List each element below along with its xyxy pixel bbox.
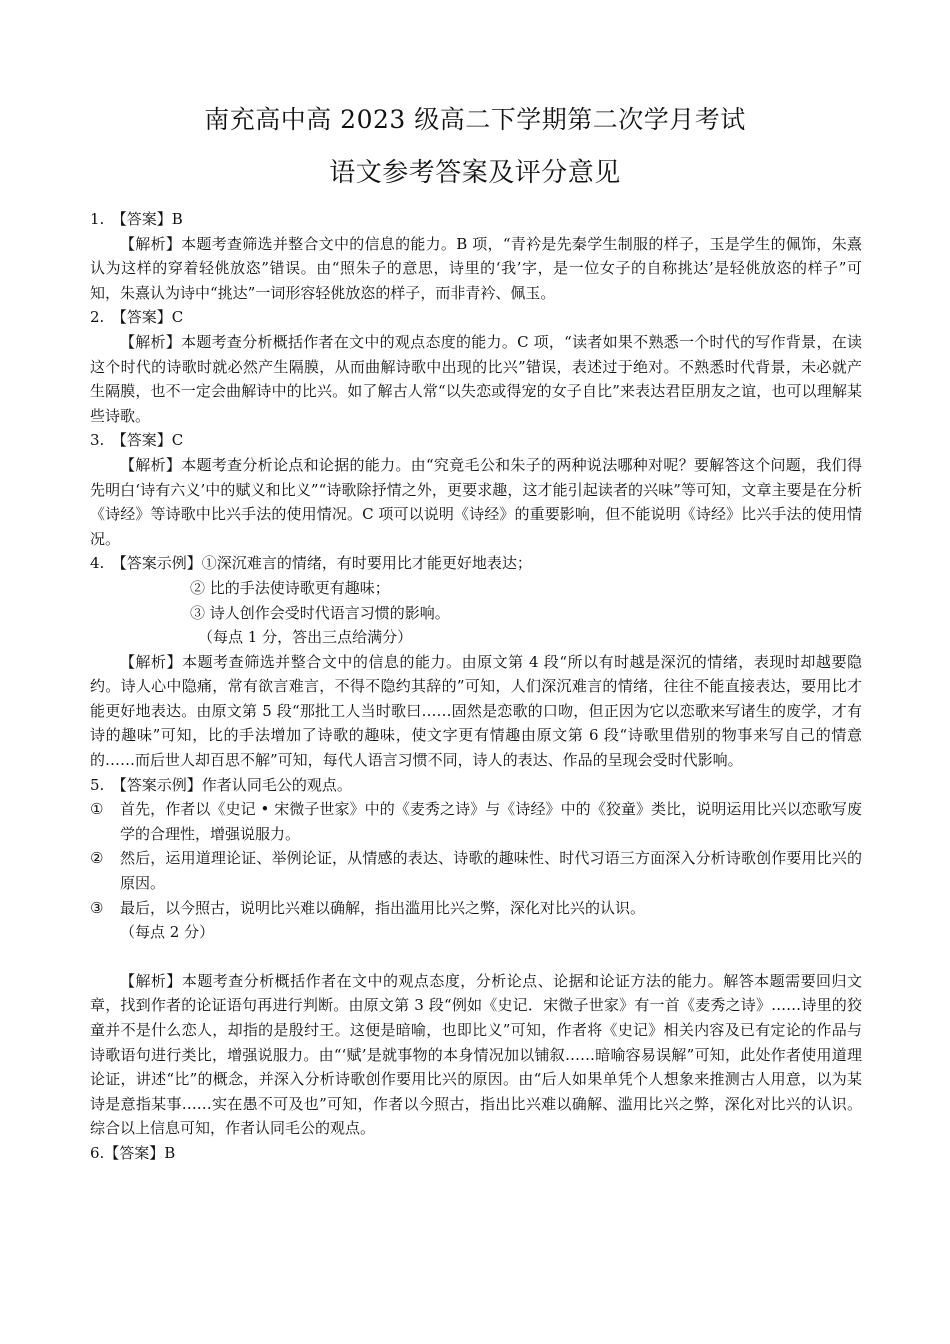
q3-answer: 3. 【答案】C	[90, 431, 184, 450]
q2-answer: 2. 【答案】C	[90, 308, 184, 327]
answer-content	[90, 207, 862, 1166]
q2-analysis: 【解析】本题考查分析概括作者在文中的观点态度的能力。C 项，“读者如果不熟悉一个时代的写作背景，在读这个时代的诗歌时就必然产生隔膜，从而曲解诗歌中出现的比兴”错误，表述过于绝对。不熟悉时代背景，未必就产生隔膜，也不一定会曲解诗中的比兴。如了解古人常“以失恋或得宠的女子自比”来表达君臣朋友之谊，也可以理解某些诗歌。	[90, 332, 862, 425]
q5-point-3-text: 最后，以今照古，说明比兴难以确解，指出滥用比兴之弊，深化对比兴的认识。	[120, 898, 646, 917]
exam-title: 南充高中高 2023 级高二下学期第二次学月考试	[204, 105, 746, 134]
q4-point-3: ③ 诗人创作会受时代语言习惯的影响。	[190, 603, 450, 622]
q4-answer: 4. 【答案示例】①深沉难言的情绪，有时要用比才能更好地表达；	[90, 554, 532, 573]
q5-point-1	[90, 797, 862, 846]
answer-key-title: 语文参考答案及评分意见	[329, 158, 621, 188]
q4-scoring-note: （每点 1 分，答出三点给满分）	[198, 628, 413, 647]
q4-analysis: 【解析】本题考查筛选并整合文中的信息的能力。由原文第 4 段“所以有时越是深沉的情绪，表现时却越要隐约。诗人心中隐痛，常有欲言难言，不得不隐约其辞的”可知，人们深沉难言的情绪，往往不能直接表达，要用比才能更好地表达。由原文第 5 段“那批工人当时歌曰……固然是恋歌的口吻，但正因为它以恋歌来写诸生的废学，才有诗的趣味”可知，比的手法增加了诗歌的趣味，使文字更有情趣由原文第 6 段“诗歌里借别的物事来写自己的情意的……而后世人却百思不解”可知，每代人语言习惯不同，诗人的表达、作品的呈现会受时代影响。	[90, 652, 862, 770]
q6-answer: 6.【答案】B	[90, 1143, 176, 1162]
q5-point-1-number: ①	[90, 800, 104, 819]
q3-analysis: 【解析】本题考查分析论点和论据的能力。由“究竟毛公和朱子的两种说法哪种对呢？要解答这个问题，我们得先明白‘诗有六义’中的赋义和比义”“诗歌除抒情之外，更要求趣，这才能引起读者的兴味”等可知，文章主要是在分析《诗经》等诗歌中比兴手法的使用情况。C 项可以说明《诗经》的重要影响，但不能说明《诗经》比兴手法的使用情况。	[90, 455, 862, 548]
q5-point-2-text: 然后，运用道理论证、举例论证，从情感的表达、诗歌的趣味性、时代习语三方面深入分析诗歌创作要用比兴的原因。	[120, 849, 862, 893]
q5-point-2-number: ②	[90, 849, 104, 868]
q5-point-1-text: 首先，作者以《史记 • 宋微子世家》中的《麦秀之诗》与《诗经》中的《狡童》类比，说明运用比兴以恋歌写废学的合理性，增强说服力。	[120, 800, 862, 843]
spacer	[90, 945, 862, 969]
q4-point-2: ② 比的手法使诗歌更有趣味；	[190, 578, 390, 597]
q5-answer: 5. 【答案示例】作者认同毛公的观点。	[90, 775, 352, 794]
q5-point-3	[90, 896, 862, 921]
q5-point-3-number: ③	[90, 898, 104, 917]
q1-analysis: 【解析】本题考查筛选并整合文中的信息的能力。B 项，“青衿是先秦学生制服的样子，玉是学生的佩饰，朱熹认为这样的穿着轻佻放恣”错误。由“照朱子的意思，诗里的‘我’字，是一位女子的自称挑达’是轻佻放恣的样子”可知，朱熹认为诗中“挑达”一词形容轻佻放恣的样子，而非青衿、佩玉。	[90, 234, 862, 302]
q1-answer: 1. 【答案】B	[90, 210, 183, 228]
q5-point-2	[90, 846, 862, 895]
q5-scoring-note: （每点 2 分）	[120, 923, 215, 942]
q5-analysis: 【解析】本题考查分析概括作者在文中的观点态度，分析论点、论据和论证方法的能力。解答本题需要回归文章，找到作者的论证语句再进行判断。由原文第 3 段“例如《史记．宋微子世家》有一首《麦秀之诗》……诗里的狡童并不是什么恋人，却指的是殷纣王。这便是暗喻，也即比义”可知，作者将《史记》相关内容及已有定论的作品与诗歌语句进行类比，增强说服力。由“‘赋’是就事物的本身情况加以铺叙……暗喻容易误解”可知，此处作者使用道理论证，讲述“比”的概念，并深入分析诗歌创作要用比兴的原因。由“后人如果单凭个人想象来推测古人用意，以为某诗是意指某事……实在愚不可及也”可知，作者以今照古，指出比兴难以确解、滥用比兴之弊，深化对比兴的认识。综合以上信息可知，作者认同毛公的观点。	[90, 971, 862, 1138]
